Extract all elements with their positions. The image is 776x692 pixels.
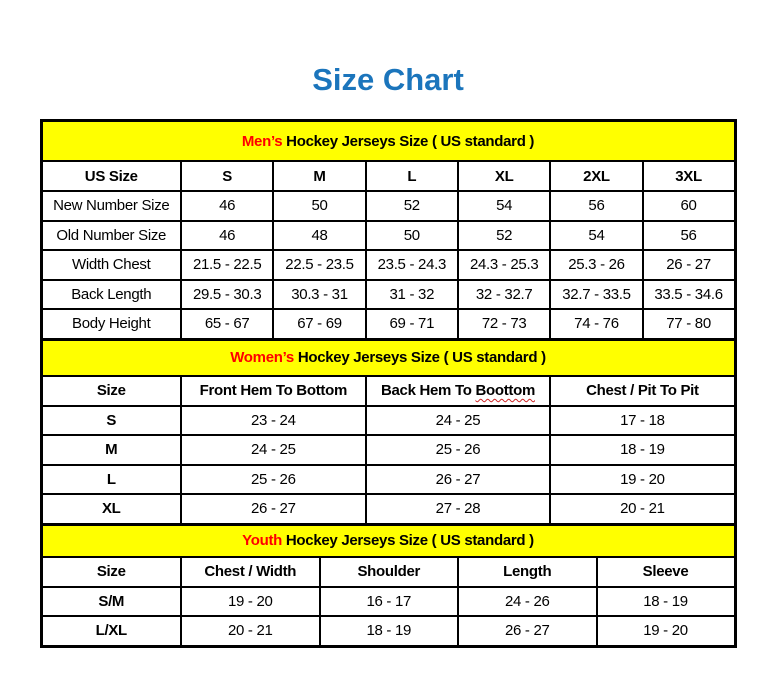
table-cell: 18 - 19 xyxy=(550,435,735,465)
row-label: L xyxy=(41,465,181,495)
row-label: Width Chest xyxy=(41,250,181,280)
youth-size-table xyxy=(40,523,737,648)
table-cell: 24 - 25 xyxy=(366,406,551,436)
table-cell: 26 - 27 xyxy=(181,494,366,524)
page-title: Size Chart xyxy=(312,62,464,97)
table-cell: 32 - 32.7 xyxy=(458,280,550,310)
table-cell: 72 - 73 xyxy=(458,309,550,339)
table-cell: 19 - 20 xyxy=(181,587,320,617)
table-cell: 46 xyxy=(181,221,273,251)
table-cell: 22.5 - 23.5 xyxy=(273,250,365,280)
table-cell: 25.3 - 26 xyxy=(550,250,642,280)
row-label: New Number Size xyxy=(41,191,181,221)
table-cell: 19 - 20 xyxy=(597,616,736,646)
table-cell: 50 xyxy=(366,221,458,251)
row-label: Old Number Size xyxy=(41,221,181,251)
table-row xyxy=(41,191,735,221)
column-header: Size xyxy=(41,557,181,587)
youth-section-banner xyxy=(41,524,735,557)
table-cell: 24.3 - 25.3 xyxy=(458,250,550,280)
table-cell: 19 - 20 xyxy=(550,465,735,495)
table-cell: 69 - 71 xyxy=(366,309,458,339)
row-label: XL xyxy=(41,494,181,524)
table-cell: 52 xyxy=(366,191,458,221)
table-row xyxy=(41,309,735,339)
mens-size-table xyxy=(40,119,737,341)
table-cell: 26 - 27 xyxy=(458,616,597,646)
column-header: Length xyxy=(458,557,597,587)
table-cell: 54 xyxy=(550,221,642,251)
table-cell: 33.5 - 34.6 xyxy=(643,280,735,310)
table-row xyxy=(41,280,735,310)
table-cell: 77 - 80 xyxy=(643,309,735,339)
column-header: M xyxy=(273,161,365,191)
womens-banner-row xyxy=(41,339,735,376)
table-row xyxy=(41,494,735,524)
table-cell: 25 - 26 xyxy=(181,465,366,495)
column-header: US Size xyxy=(41,161,181,191)
table-cell: 24 - 26 xyxy=(458,587,597,617)
table-row xyxy=(41,435,735,465)
mens-header-row xyxy=(41,161,735,191)
table-cell: 31 - 32 xyxy=(366,280,458,310)
row-label: S xyxy=(41,406,181,436)
table-cell: 21.5 - 22.5 xyxy=(181,250,273,280)
table-cell: 30.3 - 31 xyxy=(273,280,365,310)
youth-banner-row xyxy=(41,524,735,557)
mens-banner-text: Hockey Jerseys Size ( US standard ) xyxy=(282,132,535,150)
table-cell: 23 - 24 xyxy=(181,406,366,436)
womens-banner-highlight: Women’s xyxy=(230,349,294,366)
table-cell: 26 - 27 xyxy=(366,465,551,495)
table-row xyxy=(41,587,735,617)
table-cell: 18 - 19 xyxy=(597,587,736,617)
table-row xyxy=(41,406,735,436)
column-header: 2XL xyxy=(550,161,642,191)
size-chart-tables xyxy=(40,119,737,648)
table-row xyxy=(41,465,735,495)
table-cell: 20 - 21 xyxy=(181,616,320,646)
table-cell: 18 - 19 xyxy=(320,616,459,646)
column-header: Front Hem To Bottom xyxy=(181,376,366,406)
table-cell: 52 xyxy=(458,221,550,251)
table-cell: 60 xyxy=(643,191,735,221)
table-cell: 50 xyxy=(273,191,365,221)
table-cell: 26 - 27 xyxy=(643,250,735,280)
mens-section-banner xyxy=(41,121,735,162)
column-header: S xyxy=(181,161,273,191)
column-header: Sleeve xyxy=(597,557,736,587)
table-cell: 46 xyxy=(181,191,273,221)
table-cell: 67 - 69 xyxy=(273,309,365,339)
column-header: Shoulder xyxy=(320,557,459,587)
column-header: 3XL xyxy=(643,161,735,191)
youth-banner-highlight: Youth xyxy=(242,532,283,549)
column-header: Size xyxy=(41,376,181,406)
row-label: S/M xyxy=(41,587,181,617)
column-header: Chest / Pit To Pit xyxy=(550,376,735,406)
table-cell: 54 xyxy=(458,191,550,221)
table-cell: 74 - 76 xyxy=(550,309,642,339)
column-header: Chest / Width xyxy=(181,557,320,587)
table-cell: 17 - 18 xyxy=(550,406,735,436)
mens-banner-row xyxy=(41,121,735,162)
table-cell: 16 - 17 xyxy=(320,587,459,617)
row-label: L/XL xyxy=(41,616,181,646)
table-row xyxy=(41,221,735,251)
row-label: Body Height xyxy=(41,309,181,339)
table-cell: 24 - 25 xyxy=(181,435,366,465)
table-cell: 56 xyxy=(550,191,642,221)
table-cell: 32.7 - 33.5 xyxy=(550,280,642,310)
table-row xyxy=(41,250,735,280)
table-cell: 25 - 26 xyxy=(366,435,551,465)
back-hem-misspelled-word: Boottom xyxy=(475,382,536,399)
womens-size-table xyxy=(40,338,737,526)
table-cell: 56 xyxy=(643,221,735,251)
row-label: M xyxy=(41,435,181,465)
table-cell: 20 - 21 xyxy=(550,494,735,524)
table-row xyxy=(41,616,735,646)
column-header-back-hem xyxy=(366,376,551,406)
womens-section-banner xyxy=(41,339,735,376)
back-hem-prefix: Back Hem To xyxy=(380,382,476,399)
womens-header-row xyxy=(41,376,735,406)
table-cell: 27 - 28 xyxy=(366,494,551,524)
mens-banner-highlight: Men’s xyxy=(241,132,283,150)
table-cell: 29.5 - 30.3 xyxy=(181,280,273,310)
column-header: L xyxy=(366,161,458,191)
womens-banner-text: Hockey Jerseys Size ( US standard ) xyxy=(293,349,546,366)
column-header: XL xyxy=(458,161,550,191)
row-label: Back Length xyxy=(41,280,181,310)
youth-banner-text: Hockey Jerseys Size ( US standard ) xyxy=(282,532,534,549)
table-cell: 23.5 - 24.3 xyxy=(366,250,458,280)
youth-header-row xyxy=(41,557,735,587)
table-cell: 65 - 67 xyxy=(181,309,273,339)
table-cell: 48 xyxy=(273,221,365,251)
